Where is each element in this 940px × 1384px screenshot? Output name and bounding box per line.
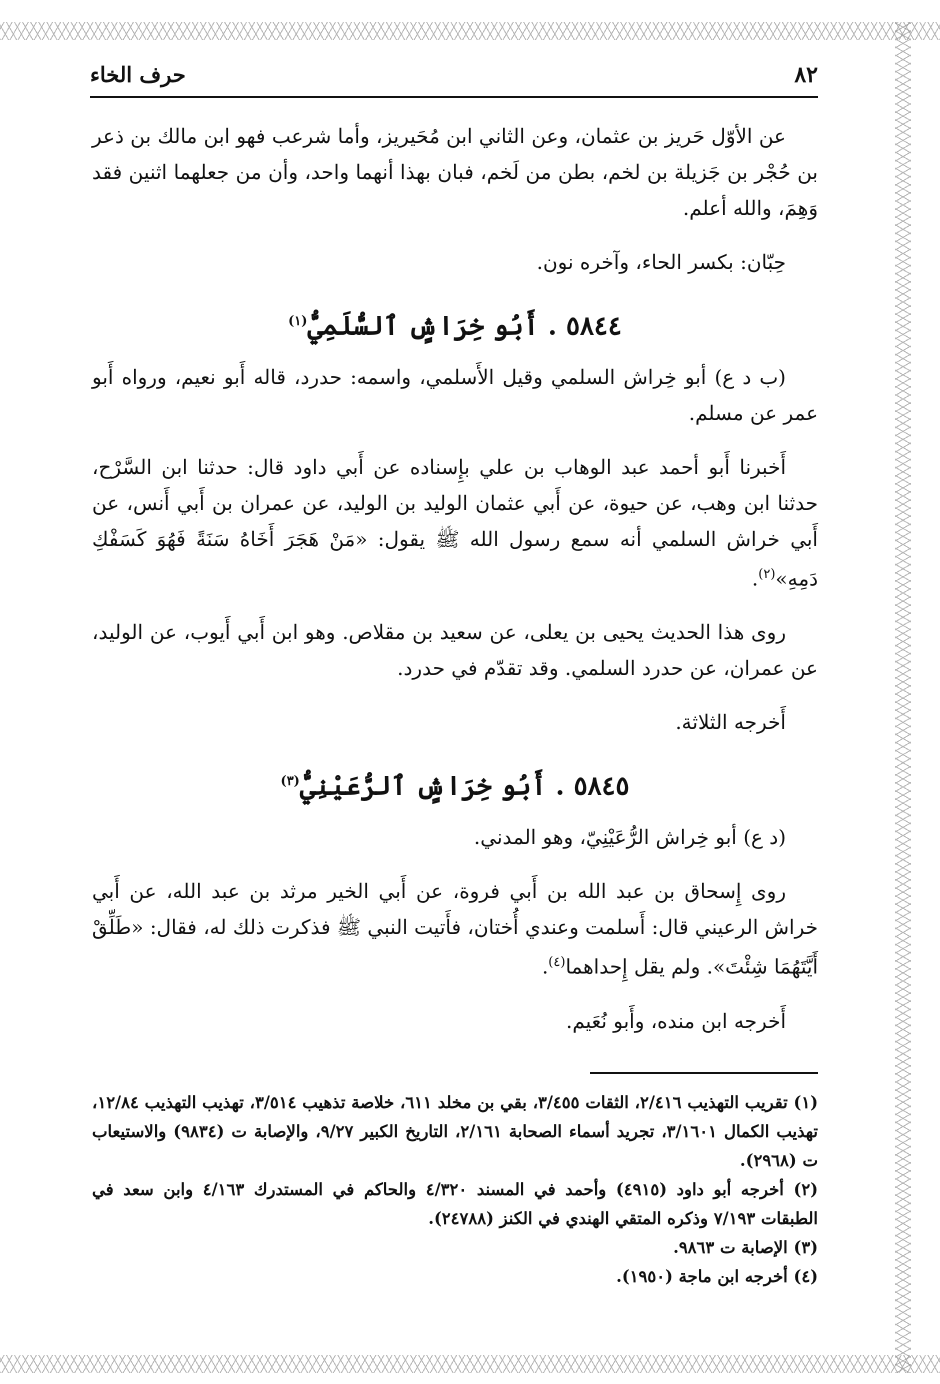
paragraph: (ب د ع) أبو خِراش السلمي وقيل الأَسلمي، واسمه: حدرد، قاله أَبو نعيم، ورواه أَبو عمر عن مسلم.: [92, 364, 818, 425]
paragraph: عن الأوّل حَريز بن عثمان، وعن الثاني ابن مُحَيريز، وأما شرعب فهو ابن مالك بن ذعر بن حُجْر بن جَزيلة بن لخم، بطن من لَخم، فبان بهذا أنهما واحد، وأن من جعلهما اثنين فقد وَهِمَ، والله أعلم.: [92, 124, 818, 220]
paragraph: روى هذا الحديث يحيى بن يعلى، عن سعيد بن مقلاص. وهو ابن أَبي أَيوب، عن الوليد، عن عمران، عن حدرد السلمي. وقد تقدّم في حدرد.: [92, 620, 818, 681]
paragraph: (د ع) أبو خِراش الرُّعَيْنِيّ، وهو المدني.: [473, 824, 786, 849]
paragraph: أَخرجه ابن منده، وأَبو نُعَيم.: [565, 1008, 786, 1033]
decorative-border-top: [0, 22, 940, 40]
running-title: حرف الخاء: [90, 62, 186, 87]
entry-heading-text: ٥٨٤٥ . أَبُو خِرَاشٍ ٱلرُّعَيْنِيُّ: [299, 771, 630, 802]
footnote: (٤) أخرجه ابن ماجة (١٩٥٠).: [616, 1267, 818, 1286]
paragraph-text: روى إِسحاق بن عبد الله بن أَبي فروة، عن أَبي الخير مرثد بن عبد الله، عن أَبي خراش الرعيني قال: أَسلمت وعندي أُختان، فأَتيت النبي ﷺ فذكرت ذلك له، فقال: «طَلِّقْ أَيَّتَهُمَا شِئْتَ». ولم يقل إِحداهما: [92, 878, 818, 979]
decorative-border-bottom: [0, 1355, 940, 1373]
footnote: (١) تقريب التهذيب ٢/٤١٦، الثقات ٣/٤٥٥، بقي بن مخلد ٦١١، خلاصة تذهيب ٣/٥١٤، تهذيب التهذيب ١٢/٨٤، تهذيب الكمال ٣/١٦٠١، تجريد أسماء الصحابة ٢/١٦١، التاريخ الكبير ٩/٢٧، والإصابة ت (٩٨٣٤) والاستيعاب ت (٢٩٦٨).: [92, 1093, 818, 1170]
paragraph: روى إِسحاق بن عبد الله بن أَبي فروة، عن أَبي الخير مرثد بن عبد الله، عن أَبي خراش الرعيني قال: أَسلمت وعندي أُختان، فأَتيت النبي ﷺ فذكرت ذلك له، فقال: «طَلِّقْ أَيَّتَهُمَا شِئْتَ». ولم يقل إِحداهما$^{(٤)}$.: [92, 878, 818, 979]
entry-heading: [92, 762, 818, 807]
paragraph: أَخبرنا أَبو أحمد عبد الوهاب بن علي بإِسناده عن أَبي داود قال: حدثنا ابن السَّرْح، حدثنا ابن وهب، عن حيوة، عن أَبي عثمان الوليد بن الوليد، عن عمران بن أَبي أَنس، عن أَبي خراش السلمي أنه سمع رسول الله ﷺ يقول: «مَنْ هَجَرَ أَخَاهُ سَنَةً فَهُوَ كَسَفْكِ دَمِهِ»$^{(٢)}$.: [92, 454, 818, 591]
decorative-border-right: [895, 22, 911, 1373]
page-body: [92, 118, 818, 1057]
footnote-ref: (٣): [280, 774, 300, 790]
paragraph: أَخرجه الثلاثة.: [675, 710, 786, 735]
footnote: (٣) الإصابة ت ٩٨٦٣.: [673, 1238, 818, 1257]
footnote-ref: (٤): [548, 954, 566, 970]
page-number: ٨٢: [794, 62, 818, 88]
footnote-ref: (٢): [758, 566, 776, 582]
footnotes: [92, 1088, 818, 1291]
footnote: (٢) أخرجه أبو داود (٤٩١٥) وأحمد في المسند ٤/٣٢٠ والحاكم في المستدرك ٤/١٦٣ وابن سعد في الطبقات ٧/١٩٣ وذكره المتقي الهندي في الكنز (٢٤٧٨٨).: [92, 1180, 818, 1228]
paragraph: حِبّان: بكسر الحاء، وآخره نون.: [536, 250, 786, 274]
entry-heading: [92, 302, 818, 347]
footnote-ref: (١): [288, 314, 308, 329]
footnote-separator: [590, 1072, 818, 1074]
entry-heading-text: ٥٨٤٤ . أَبُو خِرَاشٍ ٱلسُّلَمِيُّ: [307, 311, 622, 342]
page-header: [90, 62, 818, 98]
paragraph-text: أَخبرنا أَبو أحمد عبد الوهاب بن علي بإِسناده عن أَبي داود قال: حدثنا ابن السَّرْح، حدثنا ابن وهب، عن حيوة، عن أَبي عثمان الوليد بن الوليد، عن عمران بن أَبي أَنس، عن أَبي خراش السلمي أنه سمع رسول الله ﷺ يقول: «مَنْ هَجَرَ أَخَاهُ سَنَةً فَهُوَ كَسَفْكِ دَمِهِ»: [92, 454, 818, 591]
